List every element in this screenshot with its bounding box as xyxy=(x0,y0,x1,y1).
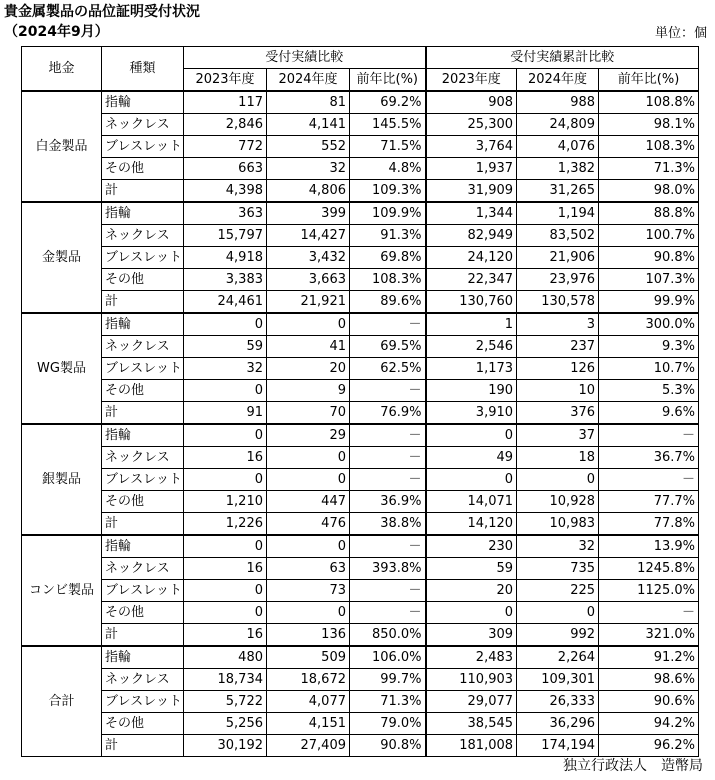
monthly-2023-cell: 663 xyxy=(184,158,267,180)
monthly-2024-cell: 136 xyxy=(267,624,350,647)
cumulative-2023-cell: 31,909 xyxy=(426,180,517,203)
cumulative-2024-cell: 988 xyxy=(517,91,599,114)
monthly-yoy-cell: 99.7% xyxy=(350,669,426,691)
kind-cell: ブレスレット xyxy=(102,580,184,602)
header-monthly-yoy: 前年比(%) xyxy=(350,69,426,92)
cumulative-yoy-cell: 94.2% xyxy=(599,713,699,735)
table-row xyxy=(22,180,699,203)
monthly-2024-cell: 14,427 xyxy=(267,225,350,247)
cumulative-yoy-cell: 9.6% xyxy=(599,402,699,425)
metal-group-label: 銀製品 xyxy=(22,424,102,535)
kind-cell: 指輪 xyxy=(102,535,184,558)
cumulative-2024-cell: 992 xyxy=(517,624,599,647)
monthly-2023-cell: 16 xyxy=(184,447,267,469)
cumulative-2024-cell: 10 xyxy=(517,380,599,402)
monthly-2023-cell: 0 xyxy=(184,580,267,602)
table-row xyxy=(22,735,699,757)
cumulative-2024-cell: 21,906 xyxy=(517,247,599,269)
monthly-yoy-cell: － xyxy=(350,469,426,491)
monthly-2024-cell: 3,432 xyxy=(267,247,350,269)
page-subtitle: （2024年9月） xyxy=(4,24,109,40)
cumulative-yoy-cell: 90.8% xyxy=(599,247,699,269)
cumulative-2024-cell: 237 xyxy=(517,336,599,358)
cumulative-yoy-cell: 1125.0% xyxy=(599,580,699,602)
monthly-2023-cell: 15,797 xyxy=(184,225,267,247)
cumulative-yoy-cell: 98.1% xyxy=(599,114,699,136)
kind-cell: その他 xyxy=(102,491,184,513)
monthly-2024-cell: 81 xyxy=(267,91,350,114)
kind-cell: その他 xyxy=(102,380,184,402)
cumulative-yoy-cell: 108.8% xyxy=(599,91,699,114)
cumulative-2023-cell: 20 xyxy=(426,580,517,602)
monthly-yoy-cell: － xyxy=(350,447,426,469)
monthly-2023-cell: 32 xyxy=(184,358,267,380)
cumulative-yoy-cell: 36.7% xyxy=(599,447,699,469)
cumulative-2024-cell: 109,301 xyxy=(517,669,599,691)
monthly-2024-cell: 0 xyxy=(267,602,350,624)
table-row xyxy=(22,114,699,136)
cumulative-2024-cell: 174,194 xyxy=(517,735,599,757)
metal-group-label: 合計 xyxy=(22,646,102,757)
cumulative-yoy-cell: 1245.8% xyxy=(599,558,699,580)
cumulative-2023-cell: 0 xyxy=(426,424,517,447)
monthly-2024-cell: 3,663 xyxy=(267,269,350,291)
cumulative-yoy-cell: 77.7% xyxy=(599,491,699,513)
cumulative-2024-cell: 10,928 xyxy=(517,491,599,513)
monthly-yoy-cell: 69.8% xyxy=(350,247,426,269)
kind-cell: 計 xyxy=(102,291,184,314)
cumulative-yoy-cell: 321.0% xyxy=(599,624,699,647)
cumulative-yoy-cell: 88.8% xyxy=(599,202,699,225)
cumulative-2023-cell: 181,008 xyxy=(426,735,517,757)
cumulative-2023-cell: 0 xyxy=(426,602,517,624)
kind-cell: その他 xyxy=(102,158,184,180)
table-row xyxy=(22,269,699,291)
table-row xyxy=(22,691,699,713)
table-row xyxy=(22,491,699,513)
monthly-yoy-cell: 109.3% xyxy=(350,180,426,203)
cumulative-2023-cell: 1,173 xyxy=(426,358,517,380)
cumulative-2023-cell: 110,903 xyxy=(426,669,517,691)
header-monthly-2023: 2023年度 xyxy=(184,69,267,92)
monthly-yoy-cell: 89.6% xyxy=(350,291,426,314)
cumulative-2024-cell: 4,076 xyxy=(517,136,599,158)
monthly-2023-cell: 4,918 xyxy=(184,247,267,269)
kind-cell: その他 xyxy=(102,602,184,624)
monthly-2024-cell: 4,806 xyxy=(267,180,350,203)
table-row xyxy=(22,380,699,402)
cumulative-2024-cell: 0 xyxy=(517,602,599,624)
kind-cell: 計 xyxy=(102,735,184,757)
cumulative-2023-cell: 49 xyxy=(426,447,517,469)
monthly-2024-cell: 4,077 xyxy=(267,691,350,713)
kind-cell: ブレスレット xyxy=(102,469,184,491)
cumulative-2024-cell: 23,976 xyxy=(517,269,599,291)
table-row xyxy=(22,336,699,358)
cumulative-2024-cell: 130,578 xyxy=(517,291,599,314)
monthly-yoy-cell: 69.2% xyxy=(350,91,426,114)
header-cumulative: 受付実績累計比較 xyxy=(426,47,699,69)
cumulative-yoy-cell: 100.7% xyxy=(599,225,699,247)
monthly-2024-cell: 0 xyxy=(267,469,350,491)
kind-cell: ブレスレット xyxy=(102,691,184,713)
monthly-2023-cell: 117 xyxy=(184,91,267,114)
header-metal: 地金 xyxy=(22,47,102,92)
table-row xyxy=(22,358,699,380)
cumulative-2024-cell: 126 xyxy=(517,358,599,380)
cumulative-yoy-cell: 10.7% xyxy=(599,358,699,380)
cumulative-yoy-cell: 5.3% xyxy=(599,380,699,402)
cumulative-2024-cell: 32 xyxy=(517,535,599,558)
monthly-yoy-cell: 38.8% xyxy=(350,513,426,536)
monthly-2023-cell: 4,398 xyxy=(184,180,267,203)
cumulative-2024-cell: 24,809 xyxy=(517,114,599,136)
monthly-yoy-cell: － xyxy=(350,602,426,624)
cumulative-2024-cell: 1,382 xyxy=(517,158,599,180)
cumulative-yoy-cell: 108.3% xyxy=(599,136,699,158)
table-row xyxy=(22,602,699,624)
kind-cell: その他 xyxy=(102,269,184,291)
table-row xyxy=(22,291,699,314)
kind-cell: 指輪 xyxy=(102,202,184,225)
monthly-2024-cell: 0 xyxy=(267,535,350,558)
cumulative-2023-cell: 82,949 xyxy=(426,225,517,247)
monthly-yoy-cell: － xyxy=(350,535,426,558)
cumulative-2023-cell: 38,545 xyxy=(426,713,517,735)
monthly-2023-cell: 59 xyxy=(184,336,267,358)
footer-organization: 独立行政法人 造幣局 xyxy=(563,758,703,774)
monthly-2024-cell: 509 xyxy=(267,646,350,669)
cumulative-2023-cell: 14,120 xyxy=(426,513,517,536)
table-row xyxy=(22,669,699,691)
kind-cell: 計 xyxy=(102,180,184,203)
monthly-2023-cell: 480 xyxy=(184,646,267,669)
table-row xyxy=(22,424,699,447)
cumulative-2024-cell: 31,265 xyxy=(517,180,599,203)
cumulative-yoy-cell: － xyxy=(599,469,699,491)
table-row xyxy=(22,535,699,558)
cumulative-yoy-cell: － xyxy=(599,602,699,624)
monthly-2023-cell: 0 xyxy=(184,380,267,402)
monthly-yoy-cell: 393.8% xyxy=(350,558,426,580)
monthly-2024-cell: 20 xyxy=(267,358,350,380)
table-row xyxy=(22,313,699,336)
monthly-yoy-cell: 90.8% xyxy=(350,735,426,757)
cumulative-2023-cell: 230 xyxy=(426,535,517,558)
table-row xyxy=(22,402,699,425)
monthly-yoy-cell: 76.9% xyxy=(350,402,426,425)
kind-cell: 計 xyxy=(102,513,184,536)
monthly-yoy-cell: 91.3% xyxy=(350,225,426,247)
monthly-2023-cell: 30,192 xyxy=(184,735,267,757)
monthly-yoy-cell: 69.5% xyxy=(350,336,426,358)
monthly-yoy-cell: 4.8% xyxy=(350,158,426,180)
certification-table xyxy=(21,46,699,757)
monthly-2024-cell: 0 xyxy=(267,447,350,469)
cumulative-yoy-cell: 96.2% xyxy=(599,735,699,757)
table-row xyxy=(22,136,699,158)
cumulative-2024-cell: 36,296 xyxy=(517,713,599,735)
monthly-2024-cell: 21,921 xyxy=(267,291,350,314)
monthly-yoy-cell: 71.3% xyxy=(350,691,426,713)
monthly-2023-cell: 0 xyxy=(184,313,267,336)
monthly-2024-cell: 4,141 xyxy=(267,114,350,136)
cumulative-yoy-cell: 300.0% xyxy=(599,313,699,336)
monthly-2024-cell: 63 xyxy=(267,558,350,580)
cumulative-yoy-cell: 91.2% xyxy=(599,646,699,669)
header-cumulative-2023: 2023年度 xyxy=(426,69,517,92)
table-row xyxy=(22,580,699,602)
monthly-2023-cell: 0 xyxy=(184,602,267,624)
cumulative-2023-cell: 3,764 xyxy=(426,136,517,158)
monthly-yoy-cell: － xyxy=(350,580,426,602)
monthly-2023-cell: 24,461 xyxy=(184,291,267,314)
monthly-2024-cell: 476 xyxy=(267,513,350,536)
unit-label: 単位：個 xyxy=(654,26,707,41)
monthly-2023-cell: 16 xyxy=(184,624,267,647)
kind-cell: 指輪 xyxy=(102,91,184,114)
table-row xyxy=(22,646,699,669)
header-monthly-2024: 2024年度 xyxy=(267,69,350,92)
monthly-2023-cell: 1,226 xyxy=(184,513,267,536)
table-row xyxy=(22,91,699,114)
monthly-2023-cell: 16 xyxy=(184,558,267,580)
cumulative-2023-cell: 29,077 xyxy=(426,691,517,713)
monthly-2024-cell: 9 xyxy=(267,380,350,402)
monthly-2024-cell: 29 xyxy=(267,424,350,447)
table-row xyxy=(22,513,699,536)
kind-cell: ネックレス xyxy=(102,114,184,136)
cumulative-2024-cell: 735 xyxy=(517,558,599,580)
cumulative-2023-cell: 25,300 xyxy=(426,114,517,136)
kind-cell: ネックレス xyxy=(102,447,184,469)
cumulative-yoy-cell: 13.9% xyxy=(599,535,699,558)
table-row xyxy=(22,447,699,469)
monthly-2023-cell: 2,846 xyxy=(184,114,267,136)
kind-cell: 計 xyxy=(102,624,184,647)
cumulative-yoy-cell: 98.0% xyxy=(599,180,699,203)
cumulative-2023-cell: 1,937 xyxy=(426,158,517,180)
monthly-yoy-cell: 36.9% xyxy=(350,491,426,513)
table-row xyxy=(22,624,699,647)
monthly-2023-cell: 18,734 xyxy=(184,669,267,691)
cumulative-2023-cell: 2,483 xyxy=(426,646,517,669)
monthly-2024-cell: 552 xyxy=(267,136,350,158)
monthly-2023-cell: 1,210 xyxy=(184,491,267,513)
cumulative-2023-cell: 309 xyxy=(426,624,517,647)
monthly-2024-cell: 41 xyxy=(267,336,350,358)
cumulative-2024-cell: 26,333 xyxy=(517,691,599,713)
monthly-2024-cell: 0 xyxy=(267,313,350,336)
cumulative-2024-cell: 2,264 xyxy=(517,646,599,669)
monthly-yoy-cell: 108.3% xyxy=(350,269,426,291)
table-row xyxy=(22,225,699,247)
cumulative-yoy-cell: － xyxy=(599,424,699,447)
monthly-2023-cell: 772 xyxy=(184,136,267,158)
header-kind: 種類 xyxy=(102,47,184,92)
kind-cell: 指輪 xyxy=(102,424,184,447)
monthly-yoy-cell: 71.5% xyxy=(350,136,426,158)
metal-group-label: コンビ製品 xyxy=(22,535,102,646)
cumulative-yoy-cell: 71.3% xyxy=(599,158,699,180)
monthly-2024-cell: 70 xyxy=(267,402,350,425)
monthly-2023-cell: 3,383 xyxy=(184,269,267,291)
cumulative-2024-cell: 37 xyxy=(517,424,599,447)
cumulative-2023-cell: 59 xyxy=(426,558,517,580)
table-body xyxy=(22,91,699,757)
monthly-yoy-cell: 62.5% xyxy=(350,358,426,380)
cumulative-2023-cell: 3,910 xyxy=(426,402,517,425)
monthly-yoy-cell: 850.0% xyxy=(350,624,426,647)
kind-cell: 計 xyxy=(102,402,184,425)
table-row xyxy=(22,158,699,180)
kind-cell: ブレスレット xyxy=(102,247,184,269)
header-cumulative-2024: 2024年度 xyxy=(517,69,599,92)
metal-group-label: 白金製品 xyxy=(22,91,102,202)
cumulative-yoy-cell: 77.8% xyxy=(599,513,699,536)
header-monthly: 受付実績比較 xyxy=(184,47,426,69)
monthly-2023-cell: 0 xyxy=(184,535,267,558)
kind-cell: 指輪 xyxy=(102,646,184,669)
cumulative-2024-cell: 0 xyxy=(517,469,599,491)
monthly-2024-cell: 447 xyxy=(267,491,350,513)
monthly-2024-cell: 73 xyxy=(267,580,350,602)
cumulative-yoy-cell: 99.9% xyxy=(599,291,699,314)
kind-cell: その他 xyxy=(102,713,184,735)
monthly-yoy-cell: 79.0% xyxy=(350,713,426,735)
monthly-2023-cell: 0 xyxy=(184,424,267,447)
cumulative-2023-cell: 130,760 xyxy=(426,291,517,314)
monthly-2023-cell: 5,722 xyxy=(184,691,267,713)
cumulative-2023-cell: 908 xyxy=(426,91,517,114)
monthly-2024-cell: 18,672 xyxy=(267,669,350,691)
cumulative-2023-cell: 1 xyxy=(426,313,517,336)
cumulative-2023-cell: 2,546 xyxy=(426,336,517,358)
kind-cell: 指輪 xyxy=(102,313,184,336)
cumulative-2023-cell: 22,347 xyxy=(426,269,517,291)
monthly-yoy-cell: － xyxy=(350,424,426,447)
monthly-2024-cell: 4,151 xyxy=(267,713,350,735)
cumulative-2023-cell: 190 xyxy=(426,380,517,402)
table-row xyxy=(22,558,699,580)
cumulative-2024-cell: 10,983 xyxy=(517,513,599,536)
header-cumulative-yoy: 前年比(%) xyxy=(599,69,699,92)
monthly-yoy-cell: 106.0% xyxy=(350,646,426,669)
kind-cell: ネックレス xyxy=(102,558,184,580)
monthly-yoy-cell: － xyxy=(350,313,426,336)
table-row xyxy=(22,247,699,269)
cumulative-yoy-cell: 90.6% xyxy=(599,691,699,713)
cumulative-2024-cell: 83,502 xyxy=(517,225,599,247)
monthly-2023-cell: 363 xyxy=(184,202,267,225)
monthly-2024-cell: 27,409 xyxy=(267,735,350,757)
cumulative-2023-cell: 0 xyxy=(426,469,517,491)
cumulative-yoy-cell: 98.6% xyxy=(599,669,699,691)
monthly-yoy-cell: 109.9% xyxy=(350,202,426,225)
monthly-yoy-cell: 145.5% xyxy=(350,114,426,136)
cumulative-yoy-cell: 107.3% xyxy=(599,269,699,291)
page-title: 貴金属製品の品位証明受付状況 xyxy=(4,4,200,20)
table-row xyxy=(22,713,699,735)
kind-cell: ブレスレット xyxy=(102,358,184,380)
cumulative-2024-cell: 18 xyxy=(517,447,599,469)
cumulative-2024-cell: 225 xyxy=(517,580,599,602)
cumulative-2023-cell: 24,120 xyxy=(426,247,517,269)
metal-group-label: 金製品 xyxy=(22,202,102,313)
kind-cell: ブレスレット xyxy=(102,136,184,158)
table-row xyxy=(22,202,699,225)
monthly-2024-cell: 399 xyxy=(267,202,350,225)
monthly-yoy-cell: － xyxy=(350,380,426,402)
monthly-2023-cell: 0 xyxy=(184,469,267,491)
cumulative-2023-cell: 14,071 xyxy=(426,491,517,513)
kind-cell: ネックレス xyxy=(102,669,184,691)
kind-cell: ネックレス xyxy=(102,225,184,247)
table-row xyxy=(22,469,699,491)
cumulative-yoy-cell: 9.3% xyxy=(599,336,699,358)
monthly-2023-cell: 5,256 xyxy=(184,713,267,735)
cumulative-2024-cell: 3 xyxy=(517,313,599,336)
cumulative-2024-cell: 1,194 xyxy=(517,202,599,225)
monthly-2024-cell: 32 xyxy=(267,158,350,180)
kind-cell: ネックレス xyxy=(102,336,184,358)
cumulative-2023-cell: 1,344 xyxy=(426,202,517,225)
monthly-2023-cell: 91 xyxy=(184,402,267,425)
cumulative-2024-cell: 376 xyxy=(517,402,599,425)
metal-group-label: WG製品 xyxy=(22,313,102,424)
